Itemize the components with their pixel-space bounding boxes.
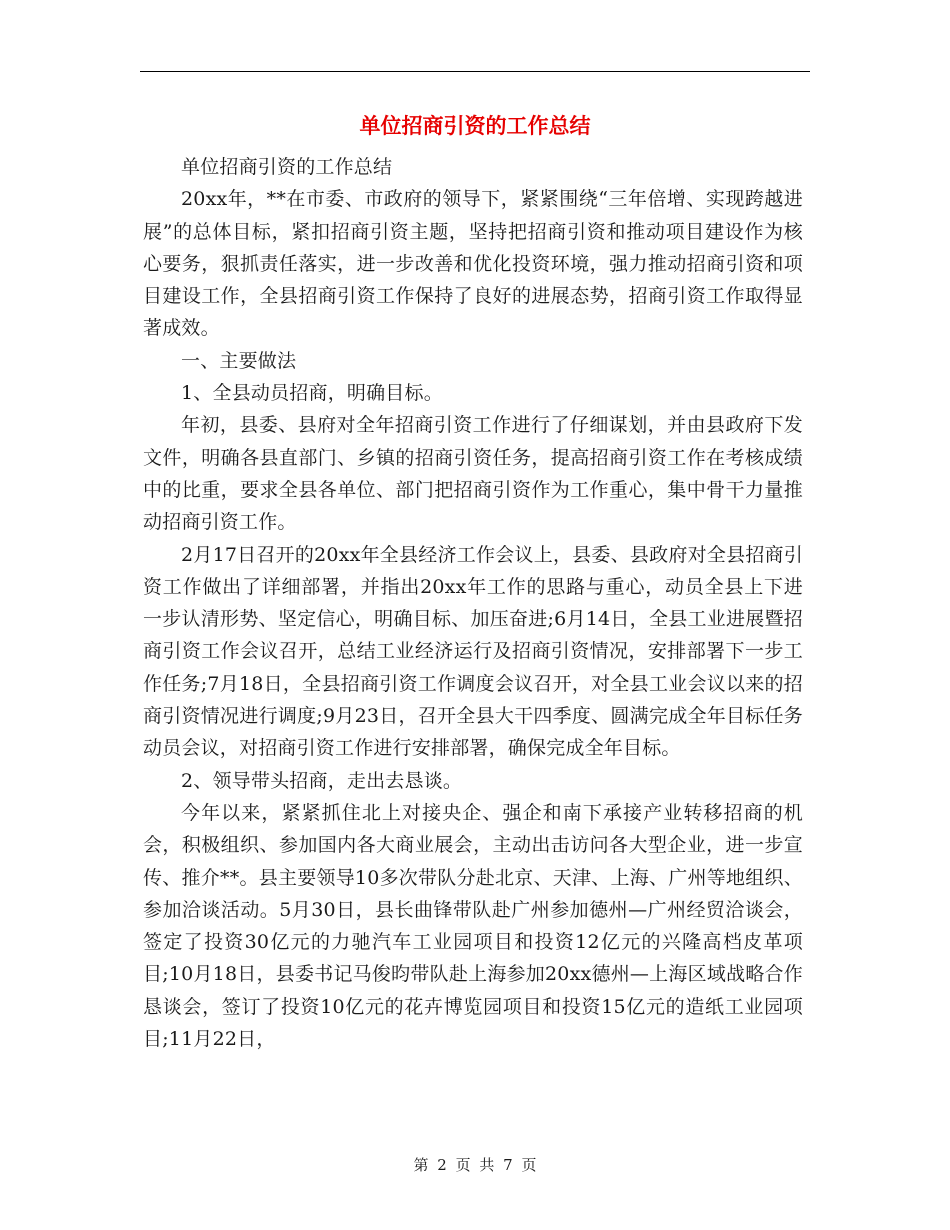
page-footer: 第 2 页 共 7 页 — [413, 1156, 537, 1174]
document-body — [143, 151, 803, 1055]
subheading-leadership: 2、领导带头招商，走出去恳谈。 — [181, 769, 463, 792]
paragraph-annual-planning: 年初，县委、县府对全年招商引资工作进行了仔细谋划，并由县政府下发文件，明确各县直部门、乡镇的招商引资任务，提高招商引资工作在考核成绩中的比重，要求全县各单位、部门把招商引资作为工作重心，集中骨干力量推动招商引资工作。 — [143, 414, 803, 534]
document-title: 单位招商引资的工作总结 — [359, 114, 591, 138]
subheading-county-mobilization: 1、全县动员招商，明确目标。 — [181, 382, 443, 405]
section-heading-main-practices: 一、主要做法 — [181, 349, 297, 372]
paragraph-subtitle: 单位招商引资的工作总结 — [181, 156, 393, 178]
header-rule — [140, 71, 810, 72]
paragraph-meetings: 2月17日召开的20xx年全县经济工作会议上，县委、县政府对全县招商引资工作做出了详细部署，并指出20xx年工作的思路与重心，动员全县上下进一步认清形势、坚定信心，明确目标、加压奋进;6月14日，全县工业进展暨招商引资工作会议召开，总结工业经济运行及招商引资情况，安排部署下一步工作任务;7月18日，全县招商引资工作调度会议召开，对全县工业会议以来的招商引资情况进行调度;9月23日，召开全县大干四季度、圆满完成全年目标任务动员会议，对招商引资工作进行安排部署，确保完成全年目标。 — [143, 543, 803, 760]
paragraph-outreach: 今年以来，紧紧抓住北上对接央企、强企和南下承接产业转移招商的机会，积极组织、参加国内各大商业展会，主动出击访问各大型企业，进一步宣传、推介**。县主要领导10多次带队分赴北京、天津、上海、广州等地组织、参加洽谈活动。5月30日，县长曲锋带队赴广州参加德州—广州经贸洽谈会，签定了投资30亿元的力驰汽车工业园项目和投资12亿元的兴隆高档皮革项目;10月18日，县委书记马俊昀带队赴上海参加20xx德州—上海区域战略合作恳谈会，签订了投资10亿元的花卉博览园项目和投资15亿元的造纸工业园项目;11月22日， — [143, 801, 803, 1051]
paragraph-intro: 20xx年，**在市委、市政府的领导下，紧紧围绕“三年倍增、实现跨越进展”的总体目标，紧扣招商引资主题，坚持把招商引资和推动项目建设作为核心要务，狠抓责任落实，进一步改善和优化投资环境，强力推动招商引资和项目建设工作，全县招商引资工作保持了良好的进展态势，招商引资工作取得显著成效。 — [143, 188, 803, 340]
